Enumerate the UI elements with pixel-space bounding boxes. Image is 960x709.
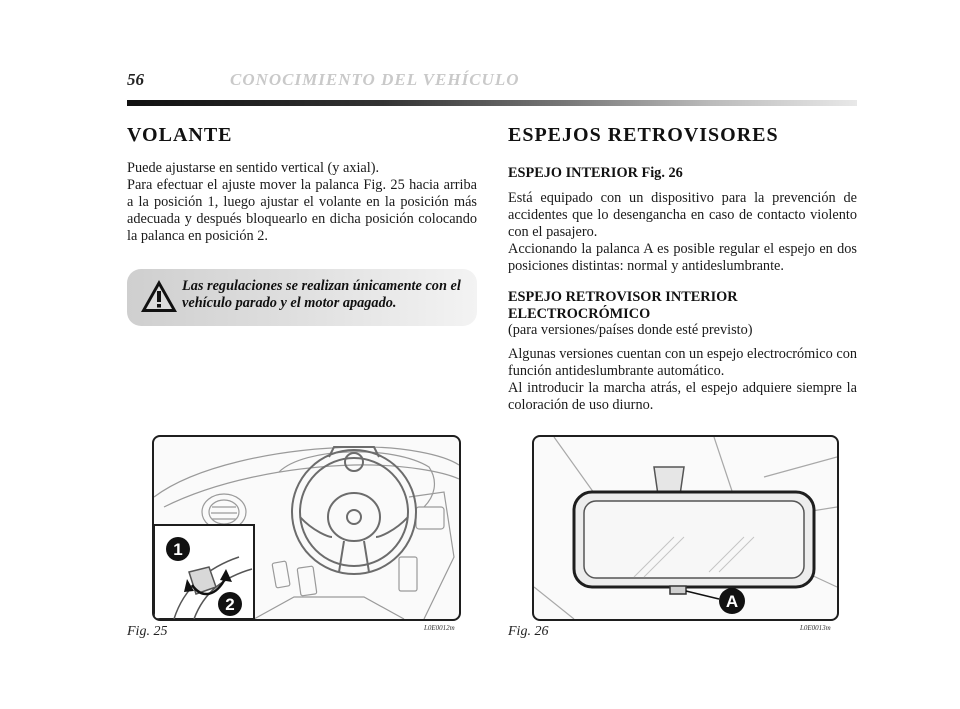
label-a-text: A [725,592,739,611]
electrocromico-title: ESPEJO RETROVISOR INTERIOR ELECTROCRÓMICO [508,289,738,322]
label-2-text: 2 [225,595,235,614]
electrocromico-paragraph-1: Algunas versiones cuentan con un espejo electrocrómico con función antideslumbrante automático. [508,346,857,379]
figure-26-caption: Fig. 26 [508,624,549,639]
electrocromico-paragraph-2: Al introducir la marcha atrás, el espejo adquiere siempre la coloración de uso diurno. [508,380,857,413]
warning-text: Las regulaciones se realizan únicamente con el vehículo parado y el motor apagado. [182,278,461,311]
espejo-interior-title: ESPEJO INTERIOR Fig. 26 [508,165,683,181]
warning-box [127,269,477,326]
running-title: CONOCIMIENTO DEL VEHÍCULO [230,70,520,89]
page-number: 56 [127,70,144,89]
figure-25-caption: Fig. 25 [127,624,168,639]
electrocromico-body [508,346,857,414]
rearview-mirror-illustration [534,437,837,619]
header-rule [127,100,857,106]
espejo-interior-body [508,190,857,275]
figure-26-code: L0E0013m [800,624,831,632]
figure-25-code: L0E0012m [424,624,455,632]
steering-wheel-illustration [154,437,459,619]
figure-26-rearview-mirror [532,435,839,621]
electrocromico-note: (para versiones/países donde esté previsto) [508,322,753,338]
figure-25-steering-wheel [152,435,461,621]
espejo-interior-paragraph-1: Está equipado con un dispositivo para la prevención de accidentes que lo desengancha en caso de contacto violento con el pasajero. [508,190,857,240]
section-heading-espejos: ESPEJOS RETROVISORES [508,124,779,146]
section-heading-volante: VOLANTE [127,124,233,146]
label-1-text: 1 [173,540,183,559]
volante-paragraph-1: Puede ajustarse en sentido vertical (y axial). [127,160,380,176]
volante-paragraph-2: Para efectuar el ajuste mover la palanca Fig. 25 hacia arriba a la posición 1, luego ajustar el volante en la posición más adecuada y después bloquearlo en dicha posición colocando la palanca en posición 2. [127,177,477,244]
espejo-interior-paragraph-2: Accionando la palanca A es posible regular el espejo en dos posiciones distintas: normal y antideslumbrante. [508,241,857,274]
volante-body [127,160,477,245]
warning-triangle-icon [139,278,179,314]
